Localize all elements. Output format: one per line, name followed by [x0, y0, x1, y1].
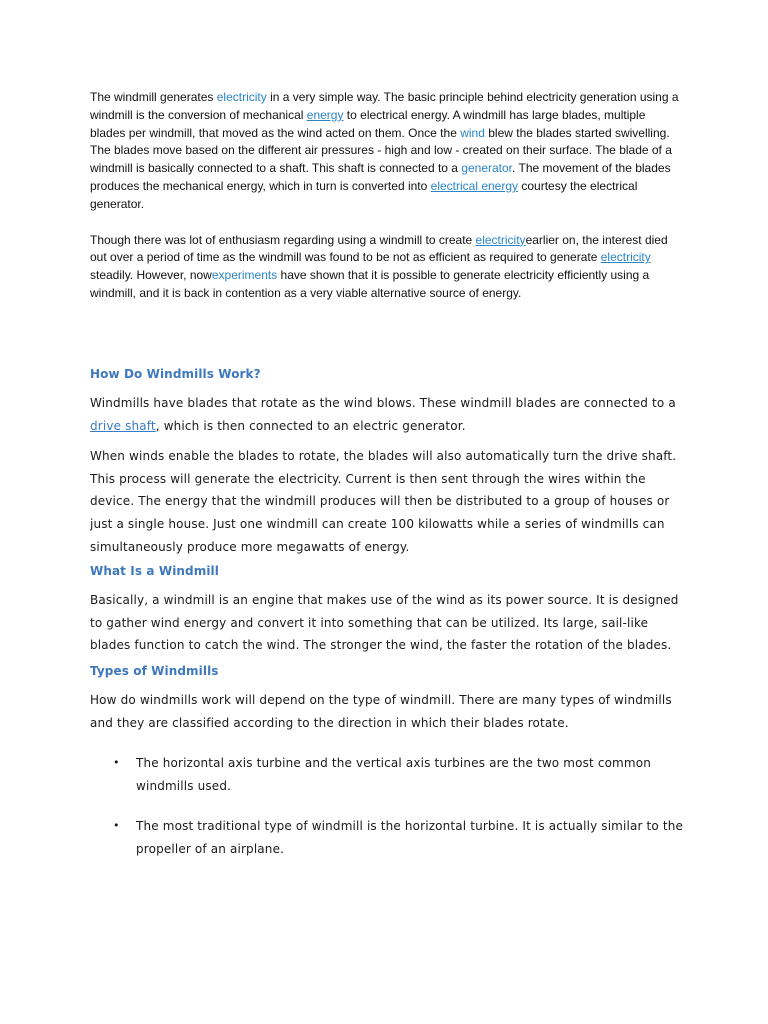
text: The windmill generates — [90, 90, 217, 104]
link-electricity-2[interactable]: electricity — [475, 232, 526, 247]
text: courtesy the electrical generator. — [90, 178, 638, 211]
how-paragraph-1 — [90, 392, 690, 437]
text: have shown that it is possible to generate electricity efficiently using a windmill, and it is back in contention as a very viable alternative source of energy. — [90, 268, 650, 300]
how-paragraph-2: When winds enable the blades to rotate, the blades will also automatically turn the drive shaft. This process will generate the electricity. Current is then sent through the wires within the device. The energy that the windmill produces will then be distributed to a group of houses or just a single house. Just one windmill can create 100 kilowatts while a series of windmills can simultaneously produce more megawatts of energy. — [90, 449, 677, 554]
text: steadily. However, now — [90, 268, 212, 283]
bullet-icon: • — [113, 756, 120, 770]
text: earlier on, the interest died out over a period of time as the windmill was found to be not as efficient as required to generate — [90, 232, 668, 265]
text: blew the blades started swivelling. The blades move based on the different air pressures - high and low - created on their surface. The blade of a windmill is basically connected to a shaft. This shaft is connected to a — [90, 125, 672, 176]
types-bullet-list — [90, 752, 690, 860]
heading-what-is-a-windmill: What Is a Windmill — [90, 564, 219, 579]
link-wind[interactable]: wind — [460, 125, 485, 140]
list-item — [90, 815, 690, 860]
text: . The movement of the blades produces the mechanical energy, which in turn is converted into — [90, 161, 671, 193]
link-experiments[interactable]: experiments — [211, 268, 278, 283]
what-paragraph-1: Basically, a windmill is an engine that makes use of the wind as its power source. It is designed to gather wind energy and convert it into something that can be utilized. Its large, sail-like blades function to catch the wind. The stronger the wind, the faster the rotation of the blades. — [90, 593, 679, 653]
text: Windmills have blades that rotate as the wind blows. These windmill blades are connected to a — [90, 396, 676, 410]
text: Though there was lot of enthusiasm regarding using a windmill to create — [90, 232, 476, 247]
list-item-text: The most traditional type of windmill is the horizontal turbine. It is actually similar to the propeller of an airplane. — [136, 819, 683, 856]
intro-paragraph-2 — [90, 232, 680, 303]
heading-types-of-windmills: Types of Windmills — [90, 663, 219, 678]
text: in a very simple way. The basic principle behind electricity generation using a windmill is the conversion of mechanical — [90, 90, 679, 122]
text: , which is then connected to an electric generator. — [155, 418, 466, 433]
heading-how-do-windmills-work: How Do Windmills Work? — [90, 367, 261, 381]
text: to electrical energy. A windmill has large blades, multiple blades per windmill, that moved as the wind acted on them. Once the — [90, 107, 646, 140]
types-paragraph-1: How do windmills work will depend on the type of windmill. There are many types of windmills and they are classified according to the direction in which their blades rotate. — [90, 692, 672, 730]
intro-section — [90, 89, 680, 303]
intro-paragraph-1 — [90, 89, 680, 214]
article-body — [90, 364, 690, 861]
link-electrical-energy[interactable]: electrical energy — [430, 178, 519, 193]
bullet-icon: • — [113, 819, 120, 833]
list-item-text: The horizontal axis turbine and the vertical axis turbines are the two most common windmills used. — [136, 756, 651, 793]
link-electricity[interactable]: electricity — [216, 90, 267, 104]
link-energy[interactable]: energy — [306, 107, 344, 122]
link-drive-shaft[interactable]: drive shaft — [90, 418, 156, 433]
link-generator[interactable]: generator — [461, 161, 513, 176]
list-item — [90, 752, 690, 797]
link-electricity-3[interactable]: electricity — [600, 250, 651, 265]
